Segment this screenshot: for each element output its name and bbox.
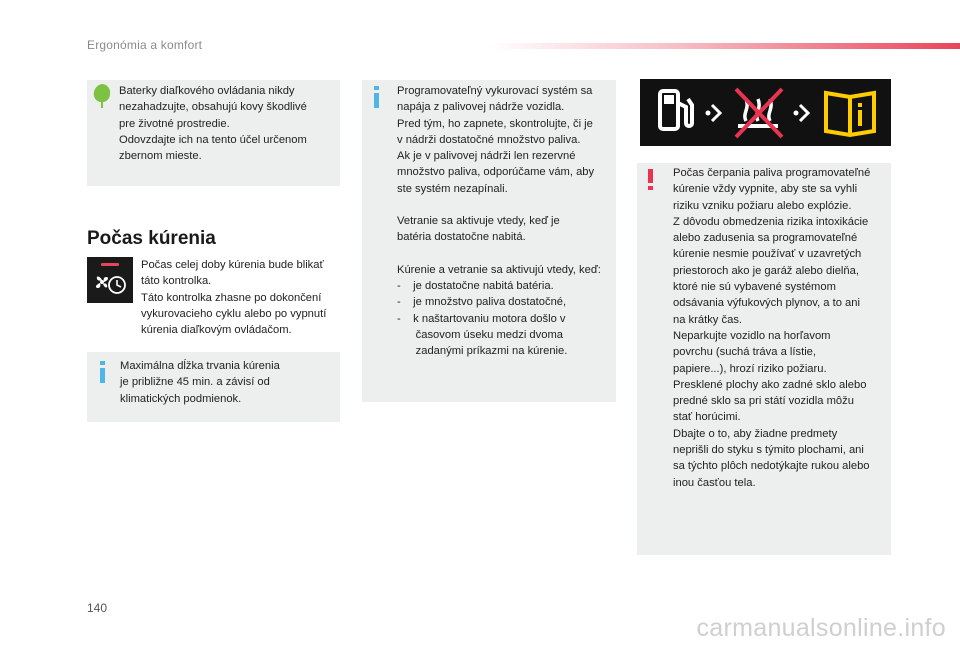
list-item: - je dostatočne nabitá batéria. [397,279,554,292]
fuel-info-note-box [362,80,616,402]
page-header-title: Ergonómia a komfort [87,38,203,52]
eco-note-line: Odovzdajte ich na tento účel určenom [119,133,307,146]
info-line: v nádrži dostatočné množstvo paliva. [397,133,581,146]
warning-line: Z dôvodu obmedzenia rizika intoxikácie [673,215,869,228]
manual-book-icon [826,93,874,135]
arrow-right-icon [706,105,721,121]
info-line: Vetranie sa aktivuje vtedy, keď je [397,215,560,228]
list-item: - k naštartovaniu motora došlo v [397,312,566,325]
warning-line: riziku vzniku požiaru alebo explózie. [673,199,852,212]
warning-lamp-text [141,257,346,338]
warning-lamp [87,257,133,303]
warning-line: Dbajte o to, aby žiadne predmety [673,427,838,440]
warning-line: Počas čerpania paliva programovateľné [673,167,871,179]
fuel-info-paragraph [397,83,608,197]
lamp-text-line: Táto kontrolka zhasne po dokončení [141,291,322,304]
warning-line: priestoroch ako je garáž alebo dielňa, [673,264,859,277]
warning-icon [647,169,655,191]
info-icon [98,361,108,383]
info-line: Ak je v palivovej nádrži len rezervné [397,150,576,163]
eco-note-line: pre životné prostredie. [119,117,230,130]
info-line: ste systém nezapínali. [397,182,508,195]
conditions-list [397,262,608,360]
eco-note-line: zbernom mieste. [119,150,202,163]
list-item: - je množstvo paliva dostatočné, [397,296,567,309]
warning-line: sa týchto plôch nedotýkajte rukou alebo [673,460,870,473]
refuel-pictogram [640,79,891,146]
lamp-text-line: Počas celej doby kúrenia bude blikať [141,259,324,271]
heating-warning-lamp-icon [87,257,133,303]
warning-line: povrchu (suchá tráva a lístie, [673,346,817,359]
warning-line: kúrenie vždy vypnite, aby ste sa vyhli [673,183,858,196]
refuel-warning-box [637,163,891,555]
duration-note-box [87,352,340,422]
duration-note-line: klimatických podmienok. [120,392,242,405]
lamp-text-line: kúrenia diaľkovým ovládačom. [141,324,292,337]
page-number: 140 [87,601,108,615]
fuel-pump-icon [660,91,692,129]
warning-line: neprišli do styku s týmito plochami, ani [673,444,864,457]
info-line: napája z palivovej nádrže vozidla. [397,101,565,114]
warning-line: predné sklo sa pri státí vozidla môžu [673,395,854,408]
info-line: Programovateľný vykurovací systém sa [397,85,593,97]
no-heater-icon [736,89,782,137]
warning-line: odsávania výfukových plynov, a to ani [673,297,860,310]
duration-note-line: je približne 45 min. a závisí od [120,376,270,389]
eco-note-line: Baterky diaľkového ovládania nikdy [119,85,295,97]
section-heading: Počas kúrenia [87,228,216,249]
eco-note-box [87,80,340,186]
info-line: Pred tým, ho zapnete, skontrolujte, či je [397,117,593,130]
leaf-icon [92,83,112,109]
info-line: Kúrenie a vetranie sa aktivujú vtedy, keď: [397,263,601,276]
warning-line: inou časťou tela. [673,476,756,489]
info-line: batéria dostatočne nabitá. [397,231,526,244]
lamp-text-line: táto kontrolka. [141,275,212,288]
warning-line: papiere...), hrozí riziko požiaru. [673,362,827,375]
warning-line: alebo zadusenia sa programovateľné [673,232,858,245]
warning-line: Neparkujte vozidlo na horľavom [673,329,831,342]
info-icon [372,86,382,108]
warning-line: ktoré nie sú vybavené systémom [673,281,836,294]
list-item: časovom úseku medzi dvoma [397,328,564,341]
arrow-right-icon [794,105,809,121]
warning-line: kúrenie nesmie používať v uzavretých [673,248,862,261]
warning-line: Presklené plochy ako zadné sklo alebo [673,378,867,391]
header-accent-bar [490,43,960,49]
list-item: zadanými príkazmi na kúrenie. [397,345,568,358]
watermark: carmanualsonline.info [696,614,946,642]
lamp-text-line: vykurovacieho cyklu alebo po vypnutí [141,307,327,320]
warning-line: na krátky čas. [673,313,743,326]
ventilation-paragraph [397,213,608,246]
warning-line: stať horúcimi. [673,411,741,424]
info-line: množstvo paliva, odporúčame vám, aby [397,166,595,179]
duration-note-line: Maximálna dĺžka trvania kúrenia [120,360,280,372]
eco-note-line: nezahadzujte, obsahujú kovy škodlivé [119,101,307,114]
